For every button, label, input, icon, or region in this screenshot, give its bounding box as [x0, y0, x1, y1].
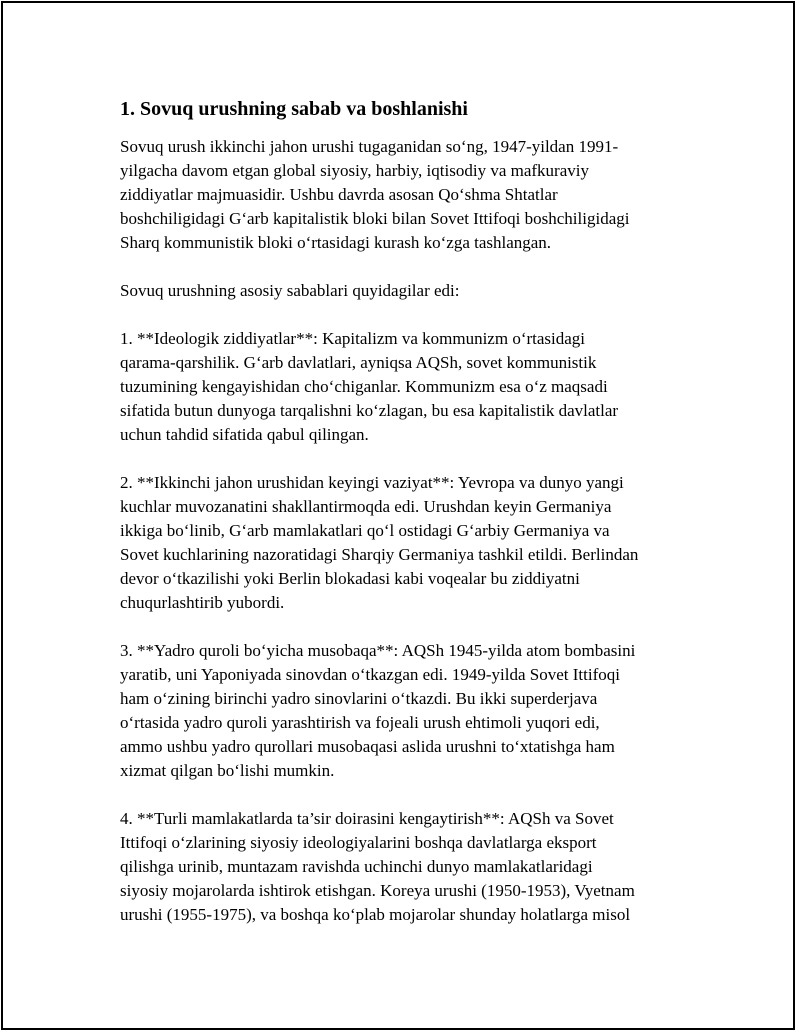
paragraph-cause-ideological: 1. **Ideologik ziddiyatlar**: Kapitalizm va kommunizm o‘rtasidagi qarama-qarshilik. G‘arb davlatlari, ayniqsa AQSh, sovet kommunistik tuzumining kengayishidan cho‘chiganlar. Kommunizm esa o‘z maqsadi sifatida butun dunyoga tarqalishni ko‘zlagan, bu esa kapitalistik davlatlar uchun tahdid sifatida qabul qilingan. — [120, 329, 619, 444]
paragraph-cause-nuclear: 3. **Yadro quroli bo‘yicha musobaqa**: AQSh 1945-yilda atom bombasini yaratib, uni Yaponiyada sinovdan o‘tkazgan edi. 1949-yilda Sovet Ittifoqi ham o‘zining birinchi yadro sinovlarini o‘tkazdi. Bu ikki superderjava o‘rtasida yadro quroli yarashtirish va fojeali urush ehtimoli yuqori edi, ammo ushbu yadro qurollari musobaqasi aslida urushni to‘xtatishga ham xizmat qilgan bo‘lishi mumkin. — [120, 641, 636, 780]
paragraph-cause-postwar: 2. **Ikkinchi jahon urushidan keyingi vaziyat**: Yevropa va dunyo yangi kuchlar muvozanatini shakllantirmoqda edi. Urushdan keyin Germaniya ikkiga bo‘linib, G‘arb mamlakatlari qo‘l ostidagi G‘arbiy Germaniya va Sovet kuchlarining nazoratidagi Sharqiy Germaniya tashkil etildi. Berlindan devor o‘tkazilishi yoki Berlin blokadasi kabi voqealar bu ziddiyatni chuqurlashtirib yubordi. — [120, 473, 639, 612]
paragraph-cause-influence: 4. **Turli mamlakatlarda ta’sir doirasini kengaytirish**: AQSh va Sovet Ittifoqi o‘zlarining siyosiy ideologiyalarini boshqa davlatlarga eksport qilishga urinib, muntazam ravishda uchinchi dunyo mamlakatlaridagi siyosiy mojarolarda ishtirok etishgan. Koreya urushi (1950-1953), Vyetnam urushi (1955-1975), va boshqa ko‘plab mojarolar shunday holatlarga misol — [120, 809, 635, 924]
section-heading: 1. Sovuq urushning sabab va boshlanishi — [120, 98, 468, 120]
document-page — [1, 1, 795, 1030]
paragraph-causes-lead: Sovuq urushning asosiy sabablari quyidagilar edi: — [120, 281, 460, 300]
document-body — [120, 94, 700, 951]
paragraph-intro: Sovuq urush ikkinchi jahon urushi tugaganidan so‘ng, 1947-yildan 1991- yilgacha davom etgan global siyosiy, harbiy, iqtisodiy va mafkuraviy ziddiyatlar majmuasidir. Ushbu davrda asosan Qo‘shma Shtatlar boshchiligidagi G‘arb kapitalistik bloki bilan Sovet Ittifoqi boshchiligidagi Sharq kommunistik bloki o‘rtasidagi kurash ko‘zga tashlangan. — [120, 137, 630, 252]
